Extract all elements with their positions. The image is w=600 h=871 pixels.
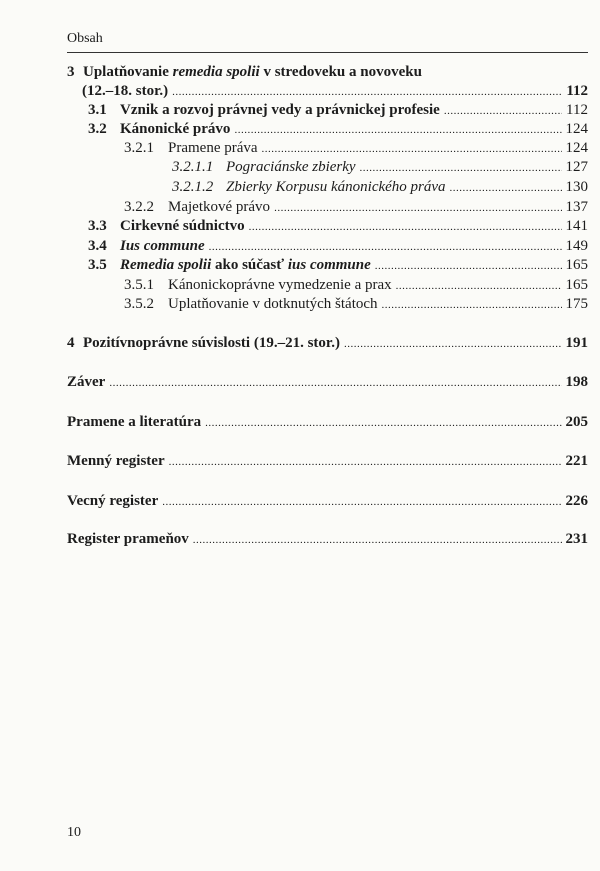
dot-leader (344, 335, 562, 354)
toc-entry-text: Vznik a rozvoj právnej vedy a právnickej profesie (120, 102, 440, 118)
toc-entry-number: 4 (67, 335, 75, 351)
toc-entry (67, 63, 588, 82)
dot-leader (109, 374, 561, 393)
toc-entry-title (172, 178, 446, 197)
toc-entry (124, 139, 588, 159)
toc-entry-text: Záver (67, 374, 106, 390)
toc-entry (67, 373, 588, 393)
toc-entry-title (82, 82, 168, 101)
toc-entry-page: 226 (565, 493, 588, 509)
toc-entry-text: Uplatňovanie (83, 64, 173, 80)
dot-leader (382, 296, 562, 315)
toc-entry-page: 198 (565, 374, 588, 390)
toc-entry-title (88, 101, 440, 120)
dot-leader (193, 531, 562, 550)
toc-entry-number: 3.2 (88, 121, 107, 137)
toc-entry-title (124, 276, 392, 295)
dot-leader (205, 414, 561, 433)
dot-leader (450, 179, 562, 198)
toc-entry (67, 413, 588, 433)
toc-entry-number: 3.3 (88, 218, 107, 234)
toc-entry-page: 165 (565, 257, 588, 273)
toc-entry-number: 3.5 (88, 257, 107, 273)
dot-leader (169, 453, 562, 472)
toc-entry-page: 141 (565, 218, 588, 234)
page-number: 10 (67, 825, 81, 840)
toc-entry-title (88, 256, 371, 275)
toc-entry (172, 178, 588, 198)
toc-entry (124, 198, 588, 218)
toc-entry-text: v stredoveku a novoveku (259, 64, 422, 80)
toc-entry-text: Majetkové právo (168, 199, 271, 215)
toc-entry-text: Pograciánske zbierky (226, 159, 356, 175)
toc-entry-text: Kánonické právo (120, 121, 231, 137)
toc-entry (124, 295, 588, 315)
toc-entry-text: Cirkevné súdnictvo (120, 218, 245, 234)
toc-entry-page: 191 (565, 335, 588, 351)
toc-entry-number: 3.1 (88, 102, 107, 118)
toc-entry-title (67, 452, 165, 471)
toc-entry-page: 130 (565, 179, 588, 195)
toc-entry (88, 256, 588, 276)
toc-entry-title (88, 237, 205, 256)
toc-entry-page: 221 (565, 453, 588, 469)
toc-entry-number: 3 (67, 64, 75, 80)
toc-entry-title (67, 63, 422, 82)
toc-entry-title (88, 120, 230, 139)
toc-entry-page: 205 (565, 414, 588, 430)
dot-leader (209, 238, 562, 257)
toc-entry (67, 492, 588, 512)
toc-entry (88, 237, 588, 257)
toc-entry (67, 334, 588, 354)
dot-leader (396, 277, 562, 296)
toc-entry-text: Remedia spolii (120, 257, 212, 273)
toc-entry-number: 3.2.1.1 (172, 159, 214, 175)
toc-entry-number: 3.2.1 (124, 140, 154, 156)
dot-leader (162, 493, 561, 512)
toc-entry-number: 3.2.1.2 (172, 179, 214, 195)
dot-leader (375, 257, 562, 276)
toc-entry-title (67, 530, 189, 549)
toc-entry-title (67, 373, 105, 392)
toc-entry-title (67, 334, 340, 353)
toc-entry-text: (12.–18. stor.) (82, 83, 169, 99)
toc-entry-text: Register prameňov (67, 531, 189, 547)
toc-entry-page: 112 (566, 83, 588, 99)
toc-entry-title (67, 492, 158, 511)
toc-entry-page: 175 (565, 296, 588, 312)
toc-entry-title (88, 217, 245, 236)
toc-entry-text: Pramene práva (168, 140, 258, 156)
dot-leader (360, 159, 562, 178)
toc-entry-title (124, 139, 258, 158)
toc-entry-text: Pozitívnoprávne súvislosti (19.–21. stor.) (83, 335, 340, 351)
dot-leader (444, 102, 562, 121)
dot-leader (172, 83, 562, 102)
dot-leader (234, 121, 561, 140)
dot-leader (274, 199, 561, 218)
toc-entry-text: ako súčasť (211, 257, 288, 273)
dot-leader (262, 140, 562, 159)
toc-entry-page: 165 (565, 277, 588, 293)
dot-leader (249, 218, 562, 237)
toc-entry (67, 530, 588, 550)
toc-entry (88, 120, 588, 140)
toc-entry (88, 101, 588, 121)
toc-entry (67, 452, 588, 472)
toc-entry-text: ius commune (287, 257, 371, 273)
toc-entry-page: 137 (565, 199, 588, 215)
toc-entry-number: 3.5.1 (124, 277, 154, 293)
toc-entry-number: 3.4 (88, 238, 107, 254)
toc-entry-title (172, 158, 356, 177)
toc-entry-text: remedia spolii (172, 64, 260, 80)
toc-entry-text: Pramene a literatúra (67, 414, 202, 430)
running-header: Obsah (67, 31, 103, 46)
toc-entry-text: Uplatňovanie v dotknutých štátoch (168, 296, 378, 312)
toc-entry-number: 3.2.2 (124, 199, 154, 215)
toc-entry-page: 127 (565, 159, 588, 175)
toc-entry-text: Vecný register (67, 493, 159, 509)
toc-entry-text: Ius commune (120, 238, 205, 254)
header-rule (67, 52, 588, 53)
toc-entry-page: 112 (566, 102, 588, 118)
toc-entry (124, 276, 588, 296)
toc-entry-page: 231 (565, 531, 588, 547)
toc-entry-title (67, 413, 201, 432)
toc-entry (88, 217, 588, 237)
toc-entry-title (124, 295, 378, 314)
toc-entry-page: 124 (565, 140, 588, 156)
toc-entry-page: 124 (565, 121, 588, 137)
toc-entry-page: 149 (565, 238, 588, 254)
toc-entry-text: Zbierky Korpusu kánonického práva (226, 179, 446, 195)
toc-entry-title (124, 198, 270, 217)
toc-entry-number: 3.5.2 (124, 296, 154, 312)
toc-entry (172, 158, 588, 178)
toc-entry-text: Kánonickoprávne vymedzenie a prax (168, 277, 392, 293)
toc-entry (82, 82, 588, 102)
toc-entry-text: Menný register (67, 453, 165, 469)
